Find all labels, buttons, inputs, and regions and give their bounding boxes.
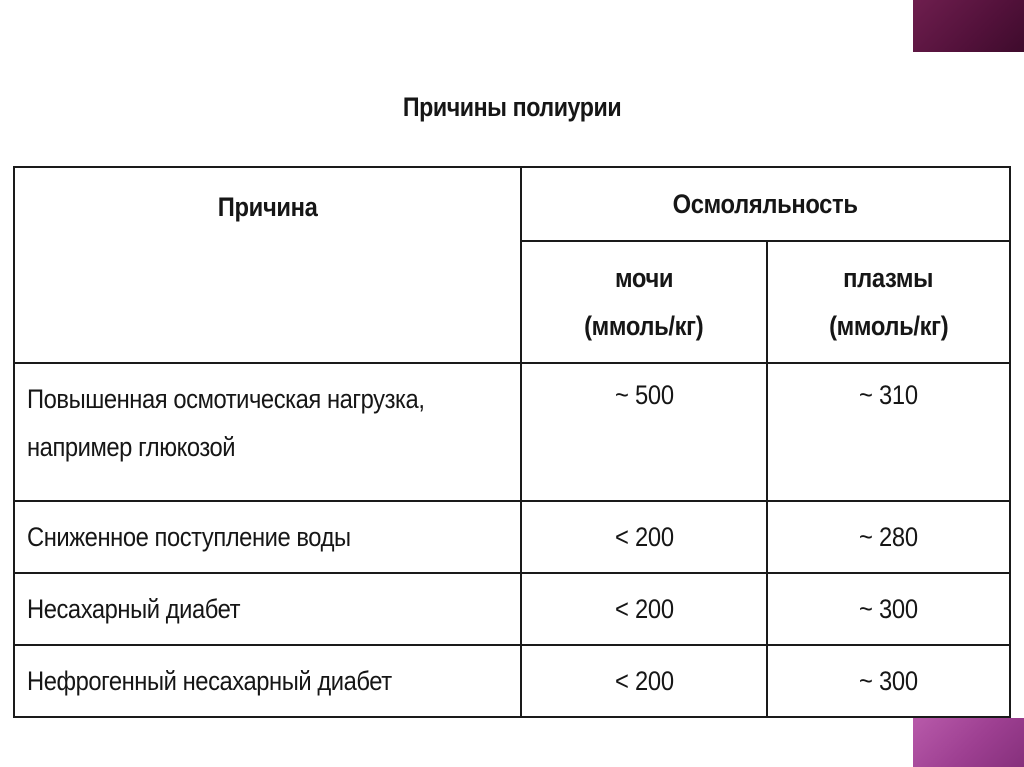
plasma-value: ~ 300 <box>767 645 1010 717</box>
header-cause: Причина <box>14 167 521 363</box>
table-row <box>14 573 1010 645</box>
cause-cell: Сниженное поступление воды <box>14 501 521 573</box>
urine-value: ~ 500 <box>521 363 767 501</box>
header-plasma: плазмы (ммоль/кг) <box>767 241 1010 363</box>
plasma-value: ~ 280 <box>767 501 1010 573</box>
slide-title: Причины полиурии <box>402 92 622 122</box>
polyuria-causes-table <box>13 166 1011 718</box>
cause-cell: Повышенная осмотическая нагрузка, например глюкозой <box>14 363 521 501</box>
decorative-corner-bottom <box>913 718 1024 767</box>
table-header-row <box>14 167 1010 241</box>
table-row <box>14 363 1010 501</box>
cause-cell: Нефрогенный несахарный диабет <box>14 645 521 717</box>
plasma-value: ~ 300 <box>767 573 1010 645</box>
plasma-value: ~ 310 <box>767 363 1010 501</box>
header-osmolality: Осмоляльность <box>521 167 1010 241</box>
urine-value: < 200 <box>521 573 767 645</box>
table-row <box>14 645 1010 717</box>
cause-cell: Несахарный диабет <box>14 573 521 645</box>
header-urine: мочи (ммоль/кг) <box>521 241 767 363</box>
table-row <box>14 501 1010 573</box>
urine-value: < 200 <box>521 501 767 573</box>
decorative-corner-top <box>913 0 1024 52</box>
urine-value: < 200 <box>521 645 767 717</box>
